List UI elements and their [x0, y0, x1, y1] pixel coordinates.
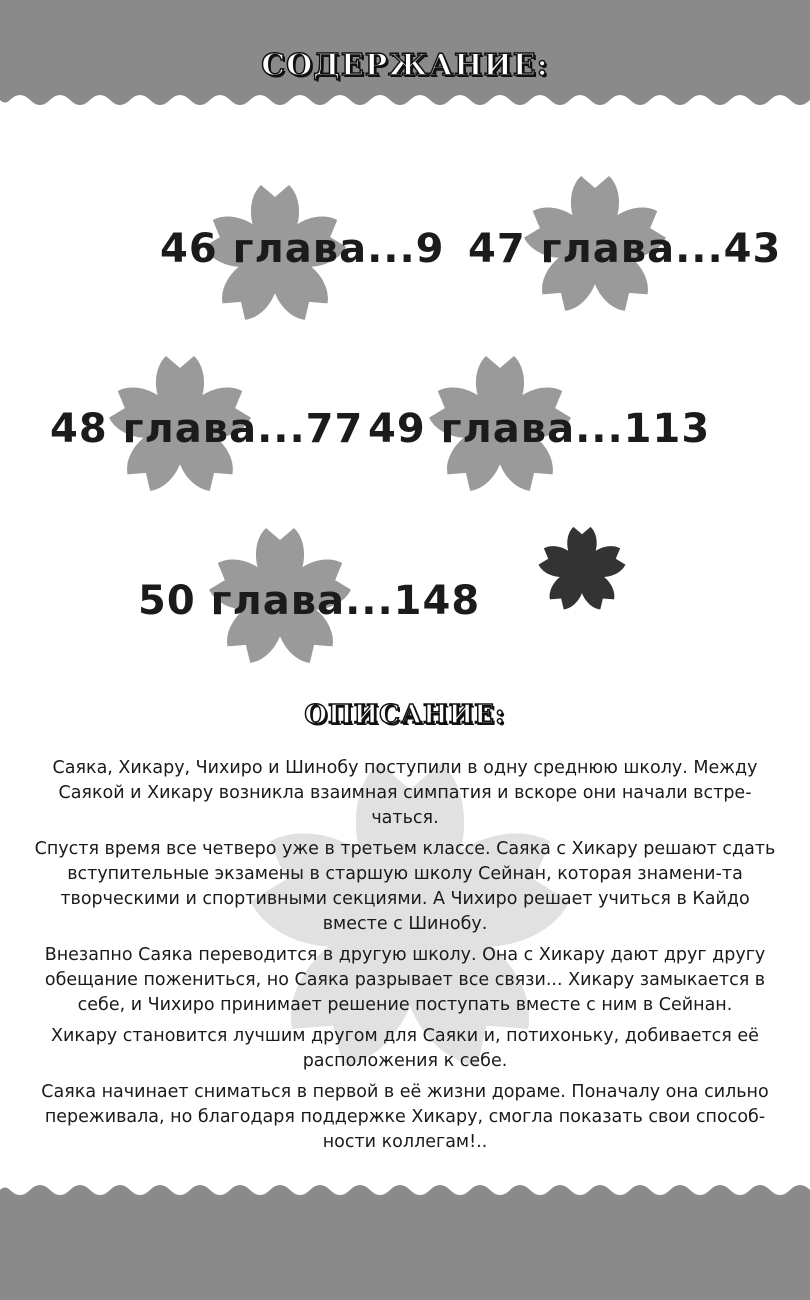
description-paragraph: Спустя время все четверо уже в третьем классе. Саяка с Хикару решают сдать вступительные экзамены в старшую школу Сейнан, которая знамени-та творческими и спортивными секциями. А Чихиро решает учиться в Кайдо вместе с Шинобу. [34, 839, 776, 934]
description-paragraph: Хикару становится лучшим другом для Саяки и, потихоньку, добивается её расположения к себе. [51, 1026, 759, 1071]
description-paragraph: Внезапно Саяка переводится в другую школу. Она с Хикару дают друг другу обещание пожениться, но Саяка разрывает все связи... Хикару замыкается в себе, и Чихиро принимает решение поступать вместе с ним в Сейнан. [44, 945, 766, 1015]
description-text [28, 756, 782, 1161]
dark-sakura-flower-icon [533, 522, 631, 620]
toc-entry-49[interactable]: 49 глава...113 [368, 406, 711, 452]
description-paragraph: Саяка, Хикару, Чихиро и Шинобу поступили в одну среднюю школу. Между Саякой и Хикару возникла взаимная симпатия и вскоре они начали встре-чаться. [52, 758, 758, 828]
description-heading: ОПИСАНИЕ: [304, 700, 506, 730]
toc-entry-47[interactable]: 47 глава...43 [468, 226, 782, 272]
toc-entry-50[interactable]: 50 глава...148 [138, 578, 481, 624]
bottom-band [0, 1170, 810, 1300]
description-paragraph: Саяка начинает сниматься в первой в её жизни дораме. Поначалу она сильно переживала, но благодаря поддержке Хикару, смогла показать свои способ-ности коллегам!.. [41, 1082, 769, 1152]
toc-entry-46[interactable]: 46 глава...9 [160, 226, 445, 272]
contents-heading: СОДЕРЖАНИЕ: [261, 48, 549, 83]
toc-entry-48[interactable]: 48 глава...77 [50, 406, 364, 452]
